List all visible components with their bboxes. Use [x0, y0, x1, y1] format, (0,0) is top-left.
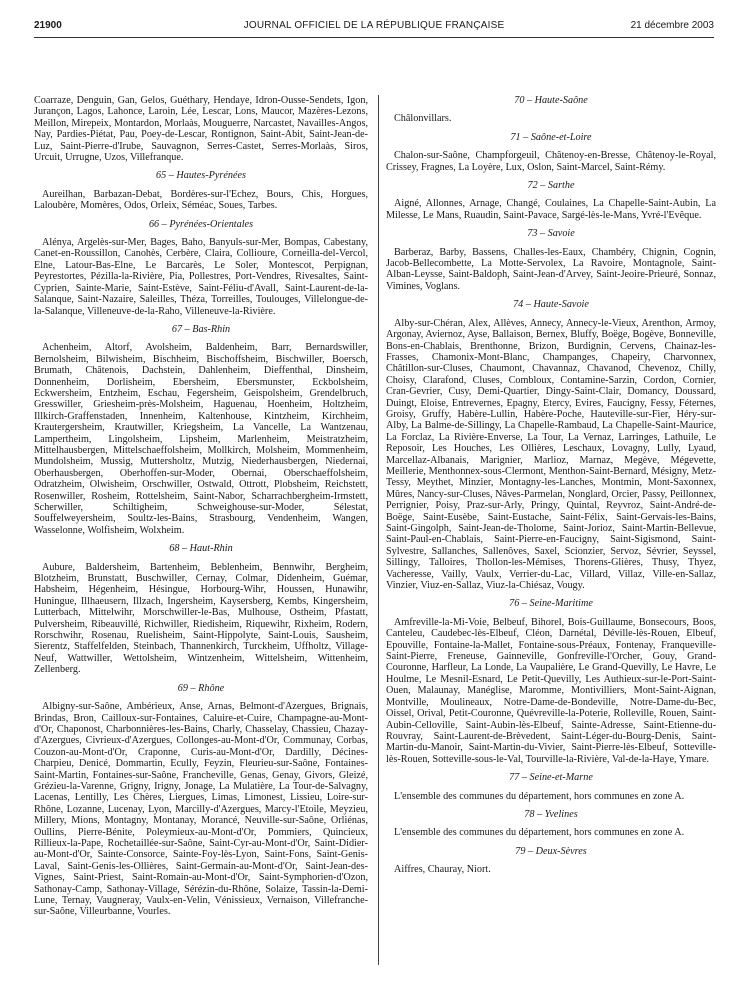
- section-title: 72 – Sarthe: [527, 180, 575, 192]
- right-column: [386, 95, 716, 876]
- section-71: [386, 132, 716, 173]
- section-body: Albigny-sur-Saône, Ambérieux, Anse, Arnas, Belmont-d'Azergues, Brignais, Brindas, Bron, Cailloux-sur-Fontaines, Caluire-et-Cuire, Champagne-au-Mont-d'Or, Chaponost, Charbonnières-les-Bains, Charly, Chasselay, Chassieu, Chazay-d'Azergues, Civrieux-d'Azergues, Collonges-au-Mont-d'Or, Communay, Corbas, Couzon-au-Mont-d'Or, Craponne, Curis-au-Mont-d'Or, Dardilly, Décines-Charpieu, Denicé, Dommartin, Ecully, Feyzin, Fleurieu-sur-Saône, Fontaines-Saint-Martin, Fontaines-sur-Saône, Francheville, Genas, Genay, Givors, Gleizé, Grézieu-la-Varenne, Grigny, Irigny, Jonage, La Mulatière, La Tour-de-Salvagny, Lacenas, Lentilly, Les Chères, Liergues, Limas, Limonest, Lissieu, Loire-sur-Rhône, Lozanne, Lucenay, Lyon, Marcilly-d'Azergues, Marcy-l'Etoile, Meyzieu, Millery, Mions, Montagny, Montanay, Morancé, Neuville-sur-Saône, Orliénas, Oullins, Pierre-Bénite, Poleymieux-au-Mont-d'Or, Pommiers, Quincieux, Rillieux-la-Pape, Rochetaillée-sur-Saône, Saint-Cyr-au-Mont-d'Or, Saint-Didier-au-Mont-d'Or, Sainte-Consorce, Sainte-Foy-lès-Lyon, Saint-Fons, Saint-Genis-Laval, Saint-Genis-les-Ollières, Saint-Germain-au-Mont-d'Or, Saint-Jean-des-Vignes, Saint-Priest, Saint-Romain-au-Mont-d'Or, Saint-Symphorien-d'Ozon, Sathonay-Camp, Sathonay-Village, Sérézin-du-Rhône, Solaize, Tassin-la-Demi-Lune, Ternay, Vaugneray, Vaulx-en-Velin, Vénissieux, Vernaison, Villefranche-sur-Saône, Villeurbanne, Vourles.: [34, 701, 368, 918]
- header-rule: [34, 37, 714, 38]
- section-body: Alénya, Argelès-sur-Mer, Bages, Baho, Banyuls-sur-Mer, Bompas, Cabestany, Canet-en-Roussillon, Canohès, Cerbère, Claira, Collioure, Corneilla-del-Vercol, Elne, Latour-Bas-Elne, Le Barcarès, Le Soler, Montescot, Perpignan, Peyrestortes, Pézilla-la-Rivière, Pia, Pollestres, Port-Vendres, Rivesaltes, Saint-Cyprien, Sainte-Marie, Saint-Estève, Saint-Féliu-d'Avall, Saint-Laurent-de-la-Salanque, Saint-Nazaire, Saleilles, Théza, Torreilles, Toulouges, Villelongue-de-la-Salanque, Villeneuve-de-la-Raho, Villeneuve-la-Rivière.: [34, 237, 368, 317]
- journal-title: JOURNAL OFFICIEL DE LA RÉPUBLIQUE FRANÇAISE: [243, 20, 505, 31]
- section-body: Aureilhan, Barbazan-Debat, Bordères-sur-l'Echez, Bours, Chis, Horgues, Laloubère, Momères, Odos, Orleix, Séméac, Soues, Tarbes.: [34, 188, 368, 212]
- page-number: 21900: [34, 20, 62, 31]
- section-body: Amfreville-la-Mi-Voie, Belbeuf, Bihorel, Bois-Guillaume, Bonsecours, Boos, Canteleu, Caudebec-lès-Elbeuf, Cléon, Darnétal, Déville-lès-Rouen, Elbeuf, Epouville, Fontaine-la-Mallet, Fontaine-sous-Préaux, Fontenay, Franqueville-Saint-Pierre, Freneuse, Gainneville, Gonfreville-l'Orcher, Gouy, Grand-Couronne, Harfleur, La Londe, La Vaupalière, Le Grand-Quevilly, Le Havre, Le Houlme, Le Mesnil-Esnard, Le Petit-Quevilly, Les Authieux-sur-le-Port-Saint-Ouen, Malaunay, Manéglise, Maromme, Montivilliers, Mont-Saint-Aignan, Montville, Moulineaux, Notre-Dame-de-Bondeville, Notre-Dame-du-Bec, Oissel, Orival, Petit-Couronne, Quévreville-la-Poterie, Rolleville, Rouen, Saint-Aubin-Celloville, Saint-Aubin-lès-Elbeuf, Sainte-Adresse, Saint-Etienne-du-Rouvray, Saint-Laurent-de-Brèvedent, Saint-Léger-du-Bourg-Denis, Saint-Martin-du-Manoir, Saint-Martin-du-Vivier, Saint-Pierre-lès-Elbeuf, Sotteville-lès-Rouen, Sotteville-sous-le-Val, Tourville-la-Rivière, Val-de-la-Haye, Ymare.: [386, 616, 716, 765]
- publication-date: 21 décembre 2003: [630, 20, 714, 31]
- section-65: [34, 170, 368, 211]
- section-76: [386, 598, 716, 765]
- section-70: [386, 95, 716, 125]
- section-title: 76 – Seine-Maritime: [509, 598, 593, 610]
- column-divider: [378, 95, 379, 965]
- section-title: 73 – Savoie: [527, 228, 575, 240]
- section-body: L'ensemble des communes du département, hors communes en zone A.: [394, 790, 685, 802]
- section-68: [34, 543, 368, 675]
- section-title: 74 – Haute-Savoie: [513, 299, 589, 311]
- section-title: 65 – Hautes-Pyrénées: [156, 170, 246, 182]
- section-72: [386, 180, 716, 221]
- section-body: L'ensemble des communes du département, hors communes en zone A.: [394, 827, 685, 839]
- section-body: Aigné, Allonnes, Arnage, Changé, Coulaines, La Chapelle-Saint-Aubin, La Milesse, Le Mans, Ruaudin, Saint-Pavace, Sargé-lès-le-Mans, Yvré-l'Evêque.: [386, 198, 716, 221]
- section-body: Barberaz, Barby, Bassens, Challes-les-Eaux, Chambéry, Chignin, Cognin, Jacob-Bellecombette, La Motte-Servolex, La Ravoire, Montagnole, Saint-Alban-Leysse, Saint-Baldoph, Saint-Jean-d'Arvey, Saint-Jeoire-Prieuré, Sonnaz, Vimines, Voglans.: [386, 246, 716, 292]
- section-body: Achenheim, Altorf, Avolsheim, Baldenheim, Barr, Bernardswiller, Bernolsheim, Bilwisheim, Bischheim, Bischoffsheim, Bischwiller, Boersch, Brumath, Châtenois, Dachstein, Dahlenheim, Dieffenthal, Dinsheim, Donnenheim, Dorlisheim, Ebersheim, Ebersmunster, Eckbolsheim, Eckwersheim, Entzheim, Eschau, Fegersheim, Geispolsheim, Grendelbruch, Gresswiller, Griesheim-près-Molsheim, Haguenau, Hoenheim, Holtzheim, Illkirch-Graffenstaden, Innenheim, Kaltenhouse, Kintzheim, Kirchheim, Krautergersheim, Krautwiller, Kriegsheim, La Vancelle, La Wantzenau, Lampertheim, Lingolsheim, Lipsheim, Marlenheim, Meistratzheim, Mittelhausbergen, Mittelschaeffolsheim, Mollkirch, Molsheim, Mommenheim, Mundolsheim, Mussig, Muttersholtz, Mutzig, Niederhausbergen, Niedernai, Oberhausbergen, Oberhoffen-sur-Moder, Obernai, Oberschaeffolsheim, Odratzheim, Olwisheim, Orschwiller, Ostwald, Ottrott, Plobsheim, Reichstett, Rosenwiller, Rosheim, Rottelsheim, Saint-Nabor, Scharrachbergheim-Irmstett, Scherwiller, Schiltigheim, Schweighouse-sur-Moder, Sélestat, Souffelweyersheim, Soultz-les-Bains, Strasbourg, Vendenheim, Wangen, Wasselonne, Wolfisheim, Wolxheim.: [34, 342, 368, 536]
- section-67: [34, 324, 368, 536]
- section-title: 68 – Haut-Rhin: [169, 543, 233, 555]
- page-header: [34, 20, 714, 36]
- section-title: 77 – Seine-et-Marne: [509, 772, 593, 784]
- section-79: [386, 846, 716, 876]
- section-title: 71 – Saône-et-Loire: [510, 131, 592, 143]
- section-78: [386, 809, 716, 839]
- section-73: [386, 228, 716, 292]
- section-77: [386, 772, 716, 802]
- section-body: Châlonvillars.: [394, 113, 452, 125]
- section-title: 70 – Haute-Saône: [514, 95, 588, 106]
- continued-commune-list: Coarraze, Denguin, Gan, Gelos, Guéthary, Hendaye, Idron-Ousse-Sendets, Igon, Jurançon, Lagos, Lahonce, Laroin, Lée, Lescar, Lons, Maucor, Mazères-Lezons, Meillon, Mirepeix, Montardon, Morlaàs, Mouguerre, Narcastet, Navailles-Angos, Nay, Pardies-Piétat, Pau, Poey-de-Lescar, Rontignon, Saint-Abit, Saint-Jean-de-Luz, Saint-Pierre-d'Irube, Sauvagnon, Serres-Castet, Serres-Morlaàs, Siros, Urcuit, Urrugne, Uzos, Villefranque.: [34, 95, 368, 164]
- section-title: 79 – Deux-Sèvres: [515, 845, 587, 857]
- section-body: Aiffres, Chauray, Niort.: [394, 864, 491, 876]
- section-body: Aubure, Baldersheim, Bartenheim, Beblenheim, Bennwihr, Bergheim, Blotzheim, Brunstatt, Buschwiller, Cernay, Colmar, Didenheim, Guémar, Habsheim, Hégenheim, Hésingue, Horbourg-Wihr, Houssen, Hunawihr, Huningue, Illhaeusern, Illzach, Ingersheim, Kaysersberg, Kembs, Kingersheim, Lutterbach, Mittelwihr, Morschwiller-le-Bas, Mulhouse, Ostheim, Pfastatt, Pulversheim, Ribeauvillé, Richwiller, Riedisheim, Riquewihr, Rixheim, Rodern, Rorschwihr, Rosenau, Ruelisheim, Saint-Hippolyte, Saint-Louis, Sausheim, Sierentz, Staffelfelden, Steinbach, Thannenkirch, Turckheim, Uffholtz, Village-Neuf, Wattwiller, Wettolsheim, Wintzenheim, Wittelsheim, Wittenheim, Zellenberg.: [34, 561, 368, 676]
- section-69: [34, 683, 368, 918]
- section-title: 67 – Bas-Rhin: [171, 323, 231, 335]
- section-body: Chalon-sur-Saône, Champforgeuil, Châtenoy-en-Bresse, Châtenoy-le-Royal, Crissey, Fragnes, La Loyère, Lux, Oslon, Saint-Marcel, Saint-Rémy.: [386, 150, 716, 173]
- section-body: Alby-sur-Chéran, Alex, Allèves, Annecy, Annecy-le-Vieux, Arenthon, Armoy, Argonay, Aviernoz, Ayse, Ballaison, Bernex, Bluffy, Boëge, Bogève, Bonneville, Bons-en-Chablais, Brenthonne, Brizon, Burdignin, Cervens, Chainaz-les-Frasses, Chamonix-Mont-Blanc, Champanges, Chapeiry, Charvonnex, Châtillon-sur-Cluses, Chaumont, Chavannaz, Chavanod, Chevenoz, Chilly, Choisy, Clarafond, Cluses, Combloux, Contamine-Sarzin, Cordon, Cornier, Cran-Gevrier, Cusy, Demi-Quartier, Dingy-Saint-Clair, Domancy, Doussard, Duingt, Eloise, Entrevernes, Epagny, Etercy, Evires, Faucigny, Fessy, Féternes, Groisy, Gruffy, Habère-Lullin, Habère-Poche, Hauteville-sur-Fier, Héry-sur-Alby, La Balme-de-Sillingy, La Chapelle-Rambaud, La Chapelle-Saint-Maurice, La Forclaz, La Rivière-Enverse, La Tour, La Vernaz, Larringes, Lathuile, Le Reposoir, Les Houches, Les Ollières, Leschaux, Lovagny, Lully, Lyaud, Marcellaz-Albanais, Marignier, Marlioz, Marnaz, Megève, Mégevette, Meillerie, Menthonnex-sous-Clermont, Menthon-Saint-Bernard, Mésigny, Metz-Tessy, Meythet, Minzier, Montagny-les-Lanches, Montmin, Mont-Saxonnex, Mûres, Nancy-sur-Cluses, Nâves-Parmelan, Nonglard, Orcier, Passy, Peillonnex, Perrignier, Poisy, Praz-sur-Arly, Pringy, Quintal, Reyvroz, Saint-André-de-Boëge, Saint-Eusèbe, Saint-Eustache, Saint-Félix, Saint-Gervais-les-Bains, Saint-Gingolph, Saint-Jean-de-Tholome, Saint-Jorioz, Saint-Martin-Bellevue, Saint-Paul-en-Chablais, Saint-Pierre-en-Faucigny, Saint-Sigismond, Saint-Sylvestre, Sallanches, Sallenôves, Saxel, Scionzier, Servoz, Sévrier, Seyssel, Sillingy, Talloires, Thollon-les-Mémises, Thorens-Glières, Thusy, Thyez, Vacheresse, Vailly, Vaulx, Verrier-du-Lac, Villard, Villaz, Ville-en-Sallaz, Vinzier, Viuz-en-Sallaz, Viuz-la-Chiésaz, Vougy.: [386, 317, 716, 592]
- section-title: 78 – Yvelines: [524, 808, 578, 820]
- section-title: 66 – Pyrénées-Orientales: [148, 218, 254, 230]
- section-66: [34, 219, 368, 317]
- section-title: 69 – Rhône: [177, 682, 225, 694]
- left-column: [34, 95, 368, 918]
- section-74: [386, 299, 716, 591]
